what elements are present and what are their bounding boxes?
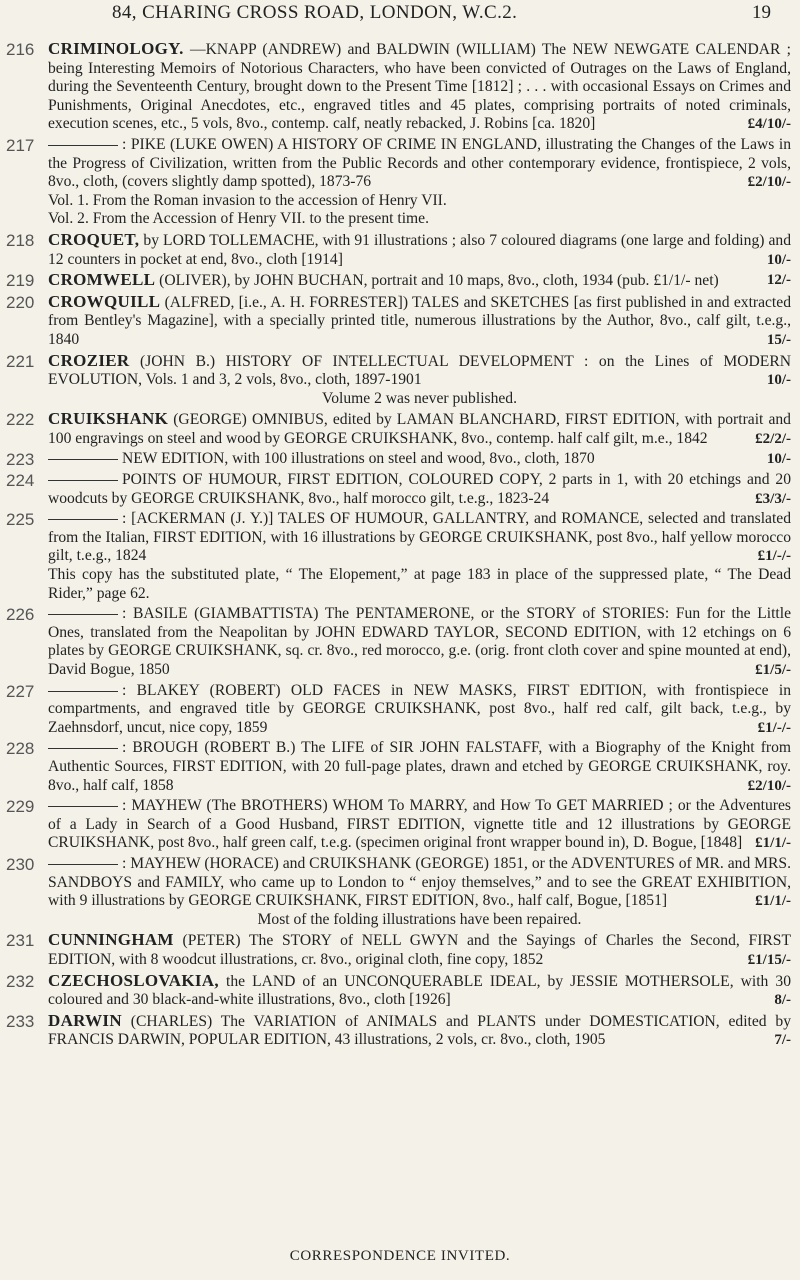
entry-text [48, 1012, 791, 1050]
ditto-dash [48, 614, 118, 615]
entry-price: 12/- [766, 272, 791, 289]
entry-price: 10/- [766, 372, 791, 389]
entry-description: : BROUGH (ROBERT B.) The LIFE of SIR JOHN FALSTAFF, with a Biography of the Knight from Authentic Sources, FIRST EDITION, with 20 full-page plates, drawn and etched by GEORGE CRUIKSHANK, roy. 8vo., half calf, 1858 [48, 739, 791, 794]
entry-text [48, 271, 791, 291]
catalogue-entry [0, 739, 800, 795]
entry-number: 218 [6, 230, 35, 250]
entry-description: (JOHN B.) HISTORY OF INTELLECTUAL DEVELOPMENT : on the Lines of MODERN EVOLUTION, Vols. 1 and 3, 2 vols, 8vo., cloth, 1897-1901 [48, 352, 791, 389]
catalogue-entry [0, 293, 800, 350]
entry-description: by LORD TOLLEMACHE, with 91 illustrations ; also 7 coloured diagrams (one large and folding) and 12 counters in pocket at end, 8vo., cloth [1914] [48, 231, 791, 268]
entry-text [48, 40, 791, 134]
ditto-dash [48, 459, 118, 460]
catalogue-entry [0, 931, 800, 969]
entry-number: 216 [6, 40, 35, 59]
ditto-dash [48, 519, 118, 520]
catalogue-entry [0, 682, 800, 738]
entry-text [48, 510, 791, 603]
ditto-dash [48, 480, 118, 481]
ditto-dash [48, 748, 118, 749]
entry-text [48, 136, 791, 229]
entry-heading: CRIMINOLOGY. [48, 39, 184, 58]
entry-number: 222 [6, 410, 35, 430]
entry-number: 221 [6, 351, 35, 371]
entry-text [48, 682, 791, 738]
entry-description: : [ACKERMAN (J. Y.)] TALES OF HUMOUR, GALLANTRY, and ROMANCE, selected and translated from the Italian, FIRST EDITION, with 16 illustrations by GEORGE CRUIKSHANK, post 8vo., half yellow morocco gilt, t.e.g., 1824 [48, 510, 791, 565]
ditto-dash [48, 864, 118, 865]
entry-text [48, 931, 791, 969]
catalogue-entry [0, 410, 800, 448]
entry-number: 232 [6, 971, 35, 991]
entry-extra-line: This copy has the substituted plate, “ The Elopement,” at page 183 in place of the suppressed plate, “ The Dead Rider,” page 62. [48, 566, 791, 602]
entry-heading: CROWQUILL [48, 291, 161, 311]
entry-text [48, 797, 791, 853]
entry-description: (GEORGE) OMNIBUS, edited by LAMAN BLANCHARD, FIRST EDITION, with portrait and 100 engravings on steel and wood by GEORGE CRUIKSHANK, 8vo., contemp. half calf gilt, m.e., 1842 [48, 411, 791, 447]
catalogue-entry [0, 40, 800, 134]
entry-description: (ALFRED, [i.e., A. H. FORRESTER]) TALES and SKETCHES [as first published in and extracted from Bentley's Magazine], with a specially printed title, numerous illustrations by the Author, 8vo., calf gilt, t.e.g., 1840 [48, 293, 791, 348]
entry-text [48, 352, 791, 409]
entry-note: Volume 2 was never published. [321, 389, 518, 407]
catalogue-entries [0, 40, 800, 1052]
entry-price: £2/2/- [755, 430, 791, 447]
page-footer: CORRESPONDENCE INVITED. [289, 1248, 511, 1264]
entry-price: £1/15/- [747, 951, 791, 968]
entry-note: Most of the folding illustrations have been repaired. [257, 910, 582, 928]
ditto-dash [48, 145, 118, 146]
entry-text [48, 471, 791, 508]
entry-price: 10/- [766, 451, 791, 468]
entry-number: 225 [6, 510, 35, 530]
catalogue-entry [0, 510, 800, 603]
entry-number: 227 [6, 681, 35, 701]
entry-heading: CROZIER [48, 350, 130, 370]
entry-heading: CUNNINGHAM [48, 930, 174, 950]
page-title: 84, CHARING CROSS ROAD, LONDON, W.C.2. [112, 2, 518, 23]
catalogue-entry [0, 1012, 800, 1050]
page-header [0, 2, 800, 28]
entry-number: 223 [6, 450, 35, 470]
entry-number: 224 [6, 471, 35, 491]
catalogue-entry [0, 605, 800, 679]
catalogue-entry [0, 797, 800, 853]
entry-text [48, 739, 791, 795]
entry-description: (PETER) The STORY of NELL GWYN and the Sayings of Charles the Second, FIRST EDITION, with 8 woodcut illustrations, cr. 8vo., original cloth, fine copy, 1852 [48, 932, 791, 968]
entry-price: 7/- [774, 1032, 791, 1049]
entry-text [48, 605, 791, 679]
entry-price: £1/1/- [755, 893, 791, 910]
entry-number: 233 [6, 1011, 35, 1031]
ditto-dash [48, 806, 118, 807]
catalogue-entry [0, 231, 800, 269]
page-number: 19 [752, 2, 771, 23]
entry-number: 230 [6, 854, 35, 874]
ditto-dash [48, 691, 118, 692]
entry-price: 10/- [766, 251, 791, 268]
catalogue-entry [0, 471, 800, 508]
entry-extra-line: Vol. 1. From the Roman invasion to the accession of Henry VII. [48, 191, 447, 209]
entry-price: £3/3/- [755, 490, 791, 507]
entry-price: 15/- [766, 331, 791, 348]
entry-number: 231 [6, 931, 35, 951]
entry-number: 226 [6, 605, 35, 625]
entry-price: £1/-/- [757, 548, 791, 565]
entry-heading: CRUIKSHANK [48, 409, 169, 429]
entry-description: —KNAPP (ANDREW) and BALDWIN (WILLIAM) The NEW NEWGATE CALENDAR ; being Interesting Memoirs of Notorious Characters, who have been convicted of Outrages on the Laws of England, during the Seventeenth Century, brought down to the Present Time [1812] ; . . . with occasional Essays on Crimes and Punishments, Original Anecdotes, etc., engraved titles and 45 plates, comprising portraits of noted criminals, execution scenes, etc., 5 vols, 8vo., contemp. calf, neatly rebacked, J. Robins [ca. 1820] [48, 41, 791, 133]
entry-description: NEW EDITION, with 100 illustrations on steel and wood, 8vo., cloth, 1870 [122, 450, 595, 468]
entry-description: : MAYHEW (HORACE) and CRUIKSHANK (GEORGE) 1851, or the ADVENTURES of MR. and MRS. SANDBOYS and FAMILY, who came up to London to “ enjoy themselves,” and to see the GREAT EXHIBITION, with 9 illustrations by GEORGE CRUIKSHANK, FIRST EDITION, 8vo., half calf, Bogue, [1851] [48, 854, 791, 910]
entry-text [48, 231, 791, 269]
catalogue-entry [0, 450, 800, 469]
entry-text [48, 410, 791, 448]
entry-description: (CHARLES) The VARIATION of ANIMALS and PLANTS under DOMESTICATION, edited by FRANCIS DARWIN, POPULAR EDITION, 43 illustrations, 2 vols, cr. 8vo., cloth, 1905 [48, 1012, 791, 1049]
entry-price: £2/10/- [747, 777, 791, 794]
entry-price: 8/- [774, 992, 791, 1009]
entry-text [48, 855, 791, 929]
catalogue-entry [0, 352, 800, 409]
entry-heading: CROMWELL [48, 270, 156, 290]
entry-price: £1/5/- [755, 662, 791, 678]
entry-text [48, 293, 791, 350]
catalogue-entry [0, 972, 800, 1010]
entry-extra-line: Vol. 2. From the Accession of Henry VII. to the present time. [48, 210, 429, 228]
entry-heading: CZECHOSLOVAKIA, [48, 970, 219, 990]
entry-number: 217 [6, 135, 35, 155]
entry-price: £1/-/- [757, 719, 791, 736]
entry-price: £1/1/- [755, 835, 791, 852]
catalogue-entry [0, 136, 800, 229]
entry-description: : PIKE (LUKE OWEN) A HISTORY OF CRIME IN ENGLAND, illustrating the Changes of the Laws in the Progress of Civilization, written from the Public Records and other contemporary evidence, frontispiece, 2 vols, 8vo., cloth, (covers slightly damp spotted), 1873-76 [48, 135, 791, 191]
entry-description: : BASILE (GIAMBATTISTA) The PENTAMERONE, or the STORY of STORIES: Fun for the Little Ones, translated from the Neapolitan by JOHN EDWARD TAYLOR, SECOND EDITION, with 12 etchings on 6 plates by GEORGE CRUIKSHANK, sq. cr. 8vo., red morocco, g.e. (orig. front cloth cover and spine mounted at end), David Bogue, 1850 [48, 605, 791, 678]
entry-description: (OLIVER), by JOHN BUCHAN, portrait and 10 maps, 8vo., cloth, 1934 (pub. £1/1/- net) [159, 272, 719, 290]
catalogue-entry [0, 271, 800, 291]
entry-heading: DARWIN [48, 1010, 122, 1030]
entry-description: the LAND of an UNCONQUERABLE IDEAL, by JESSIE MOTHERSOLE, with 30 coloured and 30 black-and-white illustrations, 8vo., cloth [1926] [48, 972, 791, 1009]
entry-number: 220 [6, 292, 35, 312]
entry-text [48, 972, 791, 1010]
entry-number: 228 [6, 739, 35, 759]
entry-number: 219 [6, 271, 35, 291]
catalogue-entry [0, 855, 800, 929]
entry-text [48, 450, 791, 469]
entry-heading: CROQUET, [48, 229, 140, 249]
entry-description: POINTS OF HUMOUR, FIRST EDITION, COLOURED COPY, 2 parts in 1, with 20 etchings and 20 woodcuts by GEORGE CRUIKSHANK, 8vo., half morocco gilt, t.e.g., 1823-24 [48, 471, 791, 507]
entry-description: : BLAKEY (ROBERT) OLD FACES in NEW MASKS, FIRST EDITION, with frontispiece in compartments, and engraved title by GEORGE CRUIKSHANK, post 8vo., half red calf, gilt back, t.e.g., by Zaehnsdorf, uncut, nice copy, 1859 [48, 681, 791, 736]
entry-number: 229 [6, 797, 35, 817]
entry-price: £4/10/- [747, 116, 791, 133]
entry-description: : MAYHEW (The BROTHERS) WHOM To MARRY, and How To GET MARRIED ; or the Adventures of a Lady in Search of a Good Husband, FIRST EDITION, vignette title and 12 illustrations by GEORGE CRUIKSHANK, post 8vo., half green calf, t.e.g. (specimen original front wrapper bound in), D. Bogue, [1848] [48, 797, 791, 852]
entry-price: £2/10/- [747, 174, 791, 191]
